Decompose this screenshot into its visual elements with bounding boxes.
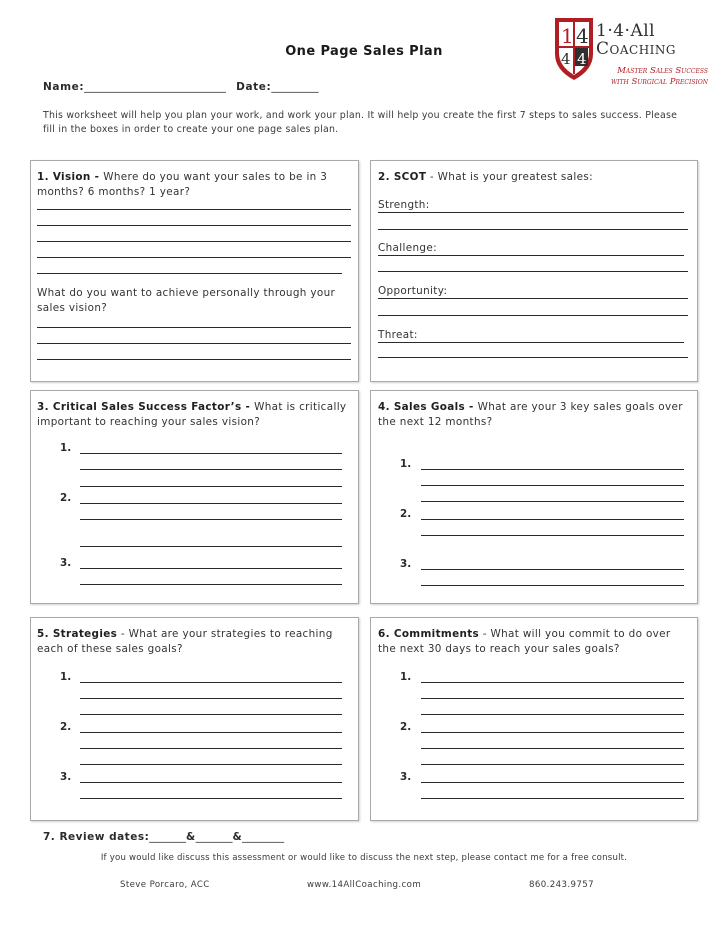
vision-line[interactable] [37, 225, 351, 226]
factor-line[interactable] [80, 469, 342, 470]
commitment-line[interactable] [421, 682, 684, 683]
strategies-box[interactable] [30, 617, 359, 821]
scot-heading: 2. SCOT - What is your greatest sales: [378, 171, 593, 183]
success-factors-heading: 3. Critical Sales Success Factor’s - What is critically important to reaching your sales vision? [37, 401, 347, 428]
date-label: Date: [236, 81, 272, 93]
challenge-line[interactable] [378, 255, 684, 256]
strategy-number-3: 3. [60, 771, 72, 783]
logo-brand-name: 1·4·All Coaching [596, 21, 676, 59]
logo-digit: 1 [561, 24, 574, 48]
vision-line[interactable] [37, 257, 351, 258]
contact-note: If you would like discuss this assessment or would like to discuss the next step, please contact me for a free consult. [100, 853, 628, 863]
strategy-line[interactable] [80, 748, 342, 749]
factor-number-2: 2. [60, 492, 72, 504]
challenge-line[interactable] [378, 271, 688, 272]
commitment-line[interactable] [421, 698, 684, 699]
sales-goals-box[interactable] [370, 390, 698, 604]
strategy-line[interactable] [80, 714, 342, 715]
vision-line[interactable] [37, 209, 351, 210]
vision-personal-line[interactable] [37, 343, 351, 344]
commitment-line[interactable] [421, 748, 684, 749]
goal-number-3: 3. [400, 558, 412, 570]
goal-number-2: 2. [400, 508, 412, 520]
commitment-number-2: 2. [400, 721, 412, 733]
sales-goals-heading: 4. Sales Goals - What are your 3 key sales goals over the next 12 months? [378, 401, 683, 428]
commitment-number-3: 3. [400, 771, 412, 783]
threat-line[interactable] [378, 342, 684, 343]
vision-personal-line[interactable] [37, 359, 351, 360]
goal-line[interactable] [421, 485, 684, 486]
footer-phone: 860.243.9757 [529, 880, 594, 890]
svg-text:4: 4 [576, 24, 589, 48]
strategy-line[interactable] [80, 764, 342, 765]
factor-number-1: 1. [60, 442, 72, 454]
factor-line[interactable] [80, 486, 342, 487]
name-label: Name: [43, 81, 85, 93]
strategies-heading: 5. Strategies - What are your strategies to reaching each of these sales goals? [37, 628, 333, 655]
commitments-heading: 6. Commitments - What will you commit to do over the next 30 days to reach your sales goals? [378, 628, 671, 655]
commitment-line[interactable] [421, 714, 684, 715]
svg-text:4: 4 [577, 50, 587, 68]
strategy-line[interactable] [80, 698, 342, 699]
goal-line[interactable] [421, 569, 684, 570]
footer-website[interactable]: www.14AllCoaching.com [307, 880, 422, 890]
threat-line[interactable] [378, 357, 688, 358]
commitment-line[interactable] [421, 732, 684, 733]
strength-label: Strength: [378, 199, 430, 211]
factor-line[interactable] [80, 453, 342, 454]
goal-line[interactable] [421, 535, 684, 536]
strength-line[interactable] [378, 229, 688, 230]
review-dates-label: 7. Review dates: [43, 831, 150, 843]
name-date-line[interactable] [43, 81, 319, 93]
commitment-line[interactable] [421, 798, 684, 799]
vision-heading: 1. Vision - Where do you want your sales to be in 3 months? 6 months? 1 year? [37, 171, 328, 198]
commitment-line[interactable] [421, 764, 684, 765]
goal-line[interactable] [421, 519, 684, 520]
goal-line[interactable] [421, 501, 684, 502]
logo-tagline: Master Sales Success with Surgical Precision [610, 66, 708, 87]
intro-text: This worksheet will help you plan your work, and work your plan. It will help you create the first 7 steps to sales success. Please fill in the boxes in order to create your one page sales plan. [43, 110, 678, 135]
factor-line[interactable] [80, 546, 342, 547]
goal-line[interactable] [421, 469, 684, 470]
vision-personal-line[interactable] [37, 327, 351, 328]
threat-label: Threat: [378, 329, 418, 341]
name-blank[interactable]: ___________________________ [84, 81, 226, 93]
review-dates-line[interactable]: 7. Review dates:_______&_______&________ [43, 831, 285, 843]
strength-line[interactable] [378, 212, 684, 213]
scot-box[interactable] [370, 160, 698, 382]
strategy-number-2: 2. [60, 721, 72, 733]
commitment-line[interactable] [421, 782, 684, 783]
challenge-label: Challenge: [378, 242, 437, 254]
strategy-number-1: 1. [60, 671, 72, 683]
success-factors-box[interactable] [30, 390, 359, 604]
review-date-blank[interactable]: _______ [195, 831, 233, 843]
factor-line[interactable] [80, 568, 342, 569]
vision-box[interactable] [30, 160, 359, 382]
opportunity-line[interactable] [378, 298, 688, 299]
strategy-line[interactable] [80, 782, 342, 783]
strategy-line[interactable] [80, 682, 342, 683]
review-date-blank[interactable]: ________ [242, 831, 285, 843]
vision-personal-prompt: What do you want to achieve personally through your sales vision? [37, 287, 336, 314]
opportunity-line[interactable] [378, 315, 688, 316]
review-date-blank[interactable]: _______ [149, 831, 187, 843]
factor-line[interactable] [80, 519, 342, 520]
svg-text:4: 4 [561, 50, 571, 68]
footer-person: Steve Porcaro, ACC [120, 880, 210, 890]
vision-line[interactable] [37, 241, 351, 242]
goal-line[interactable] [421, 585, 684, 586]
strategy-line[interactable] [80, 732, 342, 733]
page-title: One Page Sales Plan [285, 44, 443, 59]
commitments-box[interactable] [370, 617, 698, 821]
opportunity-label: Opportunity: [378, 285, 448, 297]
commitment-number-1: 1. [400, 671, 412, 683]
date-blank[interactable]: _________ [271, 81, 319, 93]
factor-number-3: 3. [60, 557, 72, 569]
strategy-line[interactable] [80, 798, 342, 799]
factor-line[interactable] [80, 503, 342, 504]
factor-line[interactable] [80, 584, 342, 585]
goal-number-1: 1. [400, 458, 412, 470]
vision-line[interactable] [37, 273, 342, 274]
